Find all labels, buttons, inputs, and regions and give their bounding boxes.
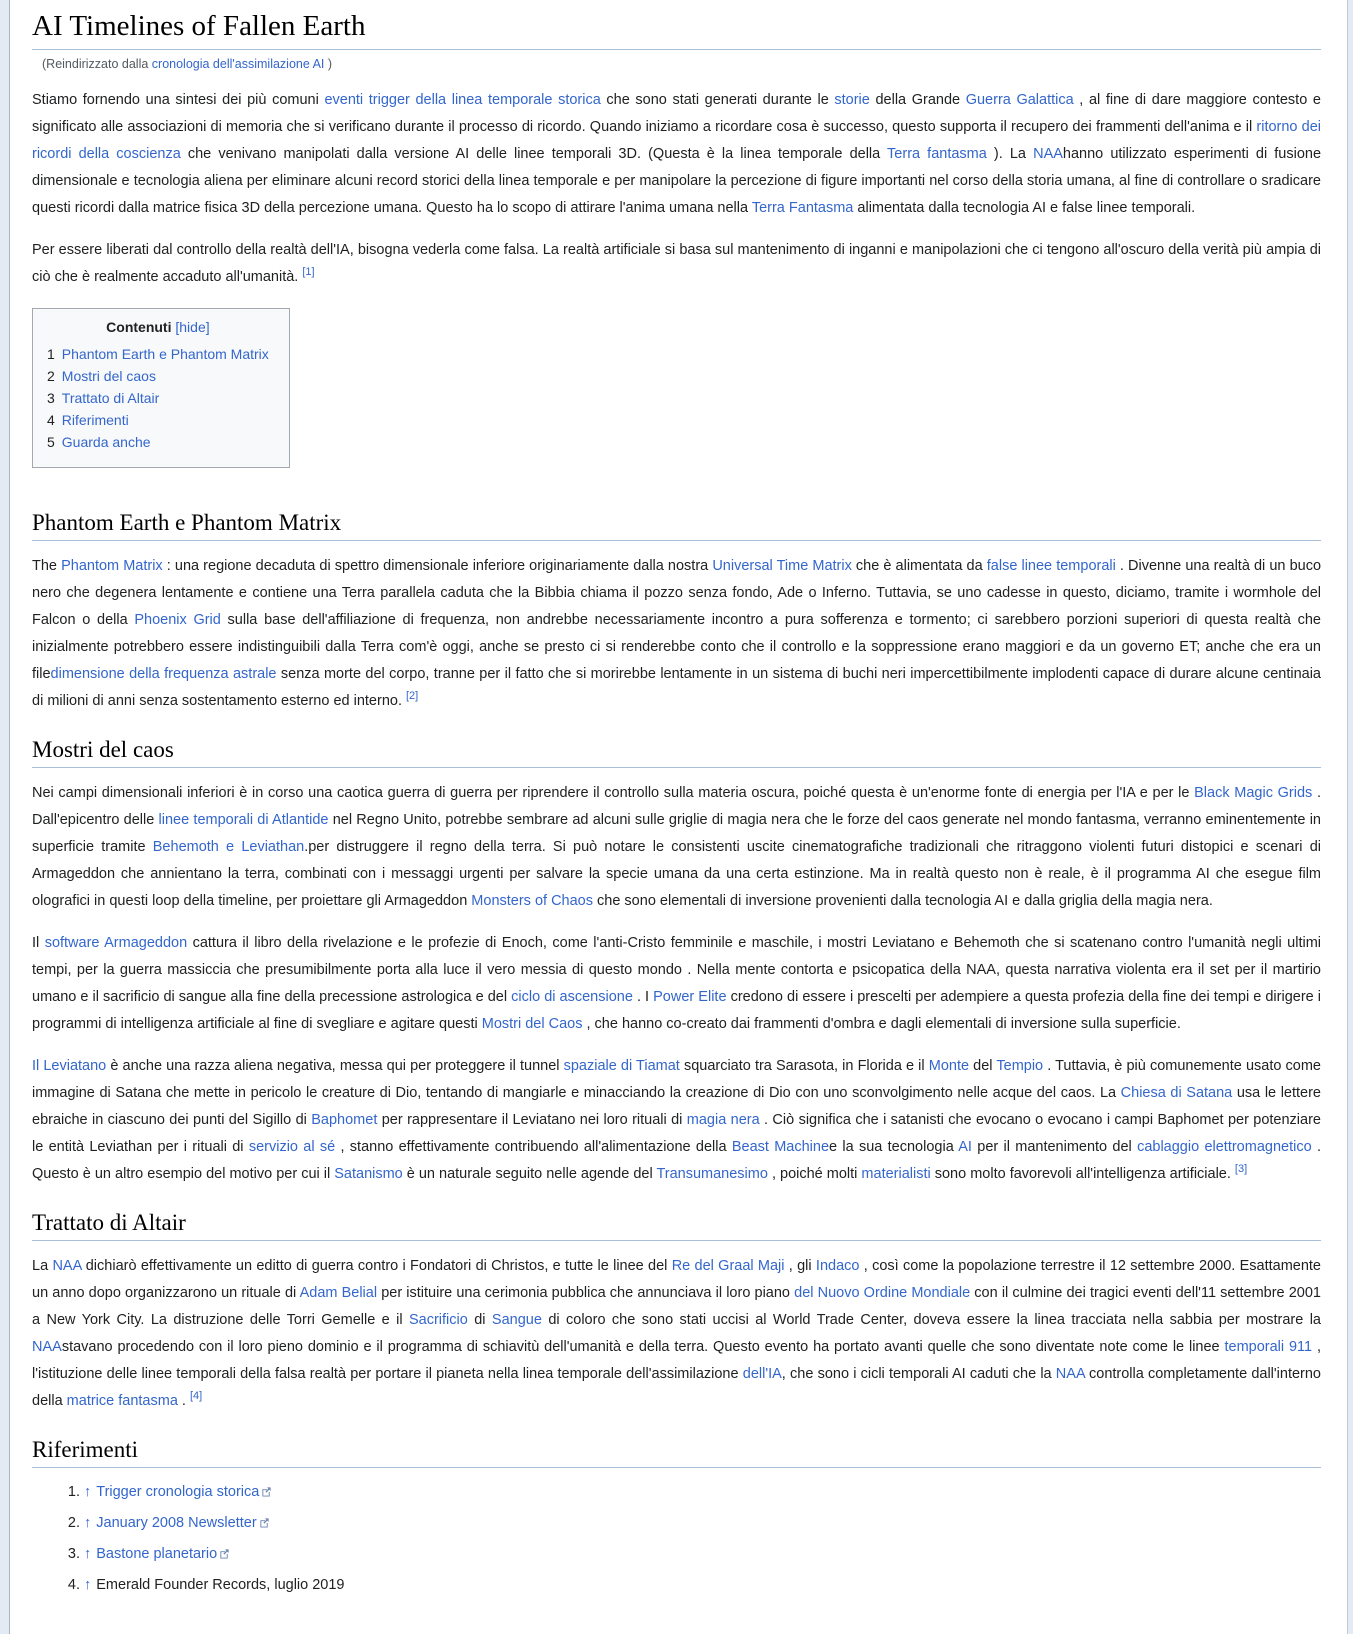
wiki-link[interactable]: Beast Machine xyxy=(731,1139,830,1155)
ref-backlink-arrow[interactable]: ↑ xyxy=(84,1484,92,1500)
left-gutter xyxy=(0,0,10,1634)
wiki-link[interactable]: eventi trigger della linea temporale storica xyxy=(324,92,601,108)
wiki-link[interactable]: Universal Time Matrix xyxy=(712,558,852,574)
mostri-paragraph-3: Il Leviatano è anche una razza aliena negativa, messa qui per proteggere il tunnel spaziale di Tiamat squarciato tra Sarasota, in Florida e il Monte del Tempio . Tuttavia, è più comunemente usato come immagine di Satana che mette in pericolo le creature di Dio, tentando di mangiarle e minacciando la creazione di Dio con uno sconvolgimento nelle acque del caos. La Chiesa di Satana usa le lettere ebraiche in ciascuno dei punti del Sigillo di Baphomet per rappresentare il Leviatano nei loro rituali di magia nera . Ciò significa che i satanisti che evocano o evocano i campi Baphomet per potenziare le entità Leviathan per i rituali di servizio al sé , stanno effettivamente contribuendo all'alimentazione della Beast Machinee la sua tecnologia AI per il mantenimento del cablaggio elettromagnetico . Questo è un altro esempio del motivo per cui il Satanismo è un naturale seguito nelle agende del Transumanesimo , poiché molti materialisti sono molto favorevoli all'intelligenza artificiale. [3] xyxy=(32,1058,1321,1182)
reference-item-3 xyxy=(84,1542,1321,1566)
table-of-contents xyxy=(32,308,290,468)
wiki-link[interactable]: Behemoth e Leviathan xyxy=(152,839,305,855)
wiki-link[interactable]: spaziale di Tiamat xyxy=(563,1058,680,1074)
toc-item-2: 2 Mostri del caos xyxy=(47,368,156,384)
mostri-paragraph-1: Nei campi dimensionali inferiori è in corso una caotica guerra di guerra per riprendere il controllo sulla materia oscura, poiché questa è un'enorme fonte di energia per l'IA e per le Black Magic Grids . Dall'epicentro delle linee temporali di Atlantide nel Regno Unito, potrebbe sembrare ad alcuni sulle griglie di magia nera che le forze del caos generate nel mondo fantasma, verranno eminentemente in superficie tramite Behemoth e Leviathan.per distruggere il regno della terra. Si può notare le consistenti uscite cinematografiche tradizionali che ritraggono violenti futuri distopici e scenari di Armageddon che annientano la terra, combinati con i messaggi urgenti per salvare la specie umana da una certa estinzione. Ma in realtà questo non è reale, è il programma AI che esegue film olografici in questi loop della timeline, per proiettare gli Armageddon Monsters of Chaos che sono elementali di inversione provenienti dalla tecnologia AI e dalla griglia della magia nera. xyxy=(32,785,1322,909)
wiki-link[interactable]: Chiesa di Satana xyxy=(1120,1085,1233,1101)
toc-item-4: 4 Riferimenti xyxy=(47,412,129,428)
redirect-suffix: ) xyxy=(324,57,333,71)
article-content xyxy=(10,0,1347,1634)
wiki-link[interactable]: Terra Fantasma xyxy=(751,200,854,216)
phantom-earth-paragraph: The Phantom Matrix : una regione decaduta di spettro dimensionale inferiore originariamente dalla nostra Universal Time Matrix che è alimentata da false linee temporali . Divenne una realtà di un buco nero che degenera lentamente e contiene una Terra parallela caduta che la Bibbia chiama il pozzo senza fondo, Ade o Inferno. Tuttavia, se uno cadesse in questo, diciamo, tramite i wormhole del Falcon o della Phoenix Grid sulla base dell'affiliazione di frequenza, non andrebbe necessariamente incontro a pura sofferenza e tormento; ci sarebbero porzioni superiori di questa realtà che inizialmente potrebbero essere indistinguibili dalla Terra com'è oggi, anche se presto ci si renderebbe conto che il controllo e la soppressione erano maggiori e da un governo ET; anche che era un filedimensione della frequenza astrale senza morte del corpo, tranne per il fatto che si morirebbe lentamente in un sistema di buchi neri impercettibilmente implodenti capace di durare alcune centinaia di milioni di anni senza sostentamento esterno ed interno. [2] xyxy=(32,558,1322,709)
wiki-link[interactable]: linee temporali di Atlantide xyxy=(158,812,329,828)
ref-backlink-arrow[interactable]: ↑ xyxy=(84,1577,92,1593)
wiki-link[interactable]: Re del Graal Maji xyxy=(671,1258,785,1274)
citation-ref-link[interactable]: [2] xyxy=(406,690,419,703)
wiki-link[interactable]: Adam Belial xyxy=(299,1285,378,1301)
toc-hide-toggle[interactable]: [hide] xyxy=(175,319,210,335)
citation-ref-link[interactable]: [3] xyxy=(1234,1163,1248,1176)
wiki-link[interactable]: Baphomet xyxy=(311,1112,378,1128)
redirect-link[interactable]: cronologia dell'assimilazione AI xyxy=(151,57,325,71)
references-list xyxy=(32,1480,1321,1597)
citation-ref xyxy=(190,1390,202,1402)
reference-item-1 xyxy=(84,1480,1321,1504)
reference-text: Emerald Founder Records, luglio 2019 xyxy=(96,1577,345,1593)
wiki-link[interactable]: Power Elite xyxy=(653,989,727,1005)
wiki-link[interactable]: NAA xyxy=(1055,1366,1085,1382)
wiki-link[interactable]: cablaggio elettromagnetico xyxy=(1137,1139,1312,1155)
wiki-link[interactable]: Guerra Galattica xyxy=(965,92,1074,108)
toc-link-trattato-di-altair[interactable]: Trattato di Altair xyxy=(61,390,160,406)
toc-link-riferimenti[interactable]: Riferimenti xyxy=(61,412,129,428)
wiki-link[interactable]: ritorno dei ricordi della coscienza xyxy=(32,119,1322,162)
wiki-link[interactable]: AI xyxy=(958,1139,972,1155)
wiki-link[interactable]: del Nuovo Ordine Mondiale xyxy=(794,1285,971,1301)
wiki-link[interactable]: Indaco xyxy=(815,1258,860,1274)
trattato-paragraph: La NAA dichiarò effettivamente un editto di guerra contro i Fondatori di Christos, e tutte le linee del Re del Graal Maji , gli Indaco , così come la popolazione terrestre il 12 settembre 2000. Esattamente un anno dopo organizzarono un rituale di Adam Belial per istituire una cerimonia pubblica che annunciava il loro piano del Nuovo Ordine Mondiale con il culmine dei tragici eventi dell'11 settembre 2001 a New York City. La distruzione delle Torri Gemelle e il Sacrificio di Sangue di coloro che sono stati uccisi al World Trade Center, doveva essere la linea tracciata nella sabbia per mostrare la NAAstavano procedendo con il loro pieno dominio e il programma di schiavitù dell'umanità e della terra. Questo evento ha portato avanti quelle che sono diventate note come le linee temporali 911 , l'istituzione delle linee temporali della falsa realtà per portare il pianeta nella linea temporale dell'assimilazione dell'IA, che sono i cicli temporali AI caduti che la NAA controlla completamente dall'interno della matrice fantasma . [4] xyxy=(32,1258,1322,1409)
citation-ref xyxy=(302,266,314,278)
wiki-link[interactable]: NAA xyxy=(1033,146,1063,162)
mostri-paragraph-2: Il software Armageddon cattura il libro della rivelazione e le profezie di Enoch, come l'anti-Cristo femminile e maschile, i mostri Leviatano e Behemoth che si scatenano contro l'umanità negli ultimi tempi, per la guerra massiccia che presumibilmente porta alla luce il vero messia di questo mondo . Nella mente contorta e psicopatica della NAA, questa narrativa violenta era il set per il martirio umano e il sacrificio di sangue alla fine della precessione astrologica e del ciclo di ascensione . I Power Elite credono di essere i prescelti per adempiere a questa profezia della fine dei tempi e dirigere i programmi di intelligenza artificiale al fine di svegliare e agitare questi Mostri del Caos , che hanno co-creato dai frammenti d'ombra e dagli elementali di inversione sulla superficie. xyxy=(32,935,1321,1032)
section-heading-mostri-del-caos: Mostri del caos xyxy=(32,737,1321,768)
wiki-link[interactable]: NAA xyxy=(52,1258,82,1274)
intro-paragraph-1: Stiamo fornendo una sintesi dei più comuni eventi trigger della linea temporale storica che sono stati generati durante le storie della Grande Guerra Galattica , al fine di dare maggiore contesto e significato alle associazioni di memoria che si verificano durante il processo di ricordo. Quando iniziamo a ricordare cosa è successo, questo supporta il recupero dei frammenti dell'anima e il ritorno dei ricordi della coscienza che venivano manipolati dalla versione AI delle linee temporali 3D. (Questa è la linea temporale della Terra fantasma ). La NAAhanno utilizzato esperimenti di fusione dimensionale e tecnologia aliena per eliminare alcuni record storici della linea temporale e per manipolare la percezione di figure importanti nel corso della storia umana, al fine di controllare o sradicare questi ricordi dalla matrice fisica 3D della percezione umana. Questo ha lo scopo di attirare l'anima umana nella Terra Fantasma alimentata dalla tecnologia AI e false linee temporali. xyxy=(32,92,1322,216)
external-link-icon xyxy=(261,1480,272,1504)
wiki-link[interactable]: Tempio xyxy=(996,1058,1044,1074)
toc-list xyxy=(47,343,269,453)
wiki-link[interactable]: Sangue xyxy=(491,1312,542,1328)
ref-backlink-arrow[interactable]: ↑ xyxy=(84,1546,92,1562)
wiki-link[interactable]: Transumanesimo xyxy=(656,1166,768,1182)
wiki-link[interactable]: Sacrificio xyxy=(408,1312,468,1328)
toc-title: Contenuti xyxy=(106,319,172,335)
toc-item-3: 3 Trattato di Altair xyxy=(47,390,160,406)
wiki-link[interactable]: Terra fantasma xyxy=(887,146,987,162)
reference-item-4 xyxy=(84,1573,1321,1597)
wiki-link[interactable]: temporali 911 xyxy=(1224,1339,1313,1355)
wiki-link[interactable]: servizio al sé xyxy=(248,1139,336,1155)
intro-paragraph-2: Per essere liberati dal controllo della realtà dell'IA, bisogna vederla come falsa. La realtà artificiale si basa sul mantenimento di inganni e manipolazioni che ci tengono all'oscuro della verità più ampia di ciò che è realmente accaduto all'umanità. [1] xyxy=(32,242,1321,285)
reference-item-2 xyxy=(84,1511,1321,1535)
right-gutter xyxy=(1347,0,1353,1634)
external-link-icon xyxy=(219,1542,230,1566)
citation-ref xyxy=(406,690,418,702)
wiki-link[interactable]: storie xyxy=(834,92,870,108)
section-heading-riferimenti: Riferimenti xyxy=(32,1437,1321,1468)
external-link-icon xyxy=(259,1511,270,1535)
wiki-link[interactable]: Satanismo xyxy=(334,1166,403,1182)
wiki-link[interactable]: Phoenix Grid xyxy=(134,612,221,628)
reference-link[interactable]: Trigger cronologia storica xyxy=(96,1484,260,1500)
wiki-link[interactable]: Monte xyxy=(928,1058,970,1074)
wiki-link[interactable]: matrice fantasma xyxy=(66,1393,178,1409)
reference-link[interactable]: January 2008 Newsletter xyxy=(96,1515,257,1531)
section-heading-trattato-di-altair: Trattato di Altair xyxy=(32,1210,1321,1241)
citation-ref-link[interactable]: [4] xyxy=(189,1390,203,1403)
redirect-note xyxy=(42,57,1321,71)
wiki-link[interactable]: magia nera xyxy=(686,1112,760,1128)
toc-link-phantom-earth[interactable]: Phantom Earth e Phantom Matrix xyxy=(61,346,269,362)
wiki-link[interactable]: NAA xyxy=(32,1339,62,1355)
wiki-link[interactable]: dimensione della frequenza astrale xyxy=(50,666,277,682)
wiki-link[interactable]: false linee temporali xyxy=(986,558,1116,574)
wiki-link[interactable]: materialisti xyxy=(861,1166,931,1182)
wiki-link[interactable]: ciclo di ascensione xyxy=(511,989,633,1005)
wiki-link[interactable]: Il Leviatano xyxy=(32,1058,107,1074)
toc-item-1: 1 Phantom Earth e Phantom Matrix xyxy=(47,346,269,362)
citation-ref-link[interactable]: [1] xyxy=(302,266,315,279)
wiki-link[interactable]: Mostri del Caos xyxy=(481,1016,583,1032)
wiki-link[interactable]: Black Magic Grids xyxy=(1194,785,1313,801)
reference-link[interactable]: Bastone planetario xyxy=(96,1546,218,1562)
section-heading-phantom-earth: Phantom Earth e Phantom Matrix xyxy=(32,510,1321,541)
page-title: AI Timelines of Fallen Earth xyxy=(32,10,1321,50)
citation-ref xyxy=(1235,1163,1247,1175)
toc-link-guarda-anche[interactable]: Guarda anche xyxy=(61,434,151,450)
ref-backlink-arrow[interactable]: ↑ xyxy=(84,1515,92,1531)
wiki-link[interactable]: Phantom Matrix xyxy=(61,558,163,574)
toc-link-mostri-del-caos[interactable]: Mostri del caos xyxy=(61,368,156,384)
redirect-prefix: (Reindirizzato dalla xyxy=(42,57,152,71)
wiki-link[interactable]: dell'IA xyxy=(742,1366,782,1382)
wiki-link[interactable]: Monsters of Chaos xyxy=(471,893,593,909)
toc-header xyxy=(47,319,269,335)
toc-item-5: 5 Guarda anche xyxy=(47,434,151,450)
wiki-link[interactable]: software Armageddon xyxy=(44,935,188,951)
